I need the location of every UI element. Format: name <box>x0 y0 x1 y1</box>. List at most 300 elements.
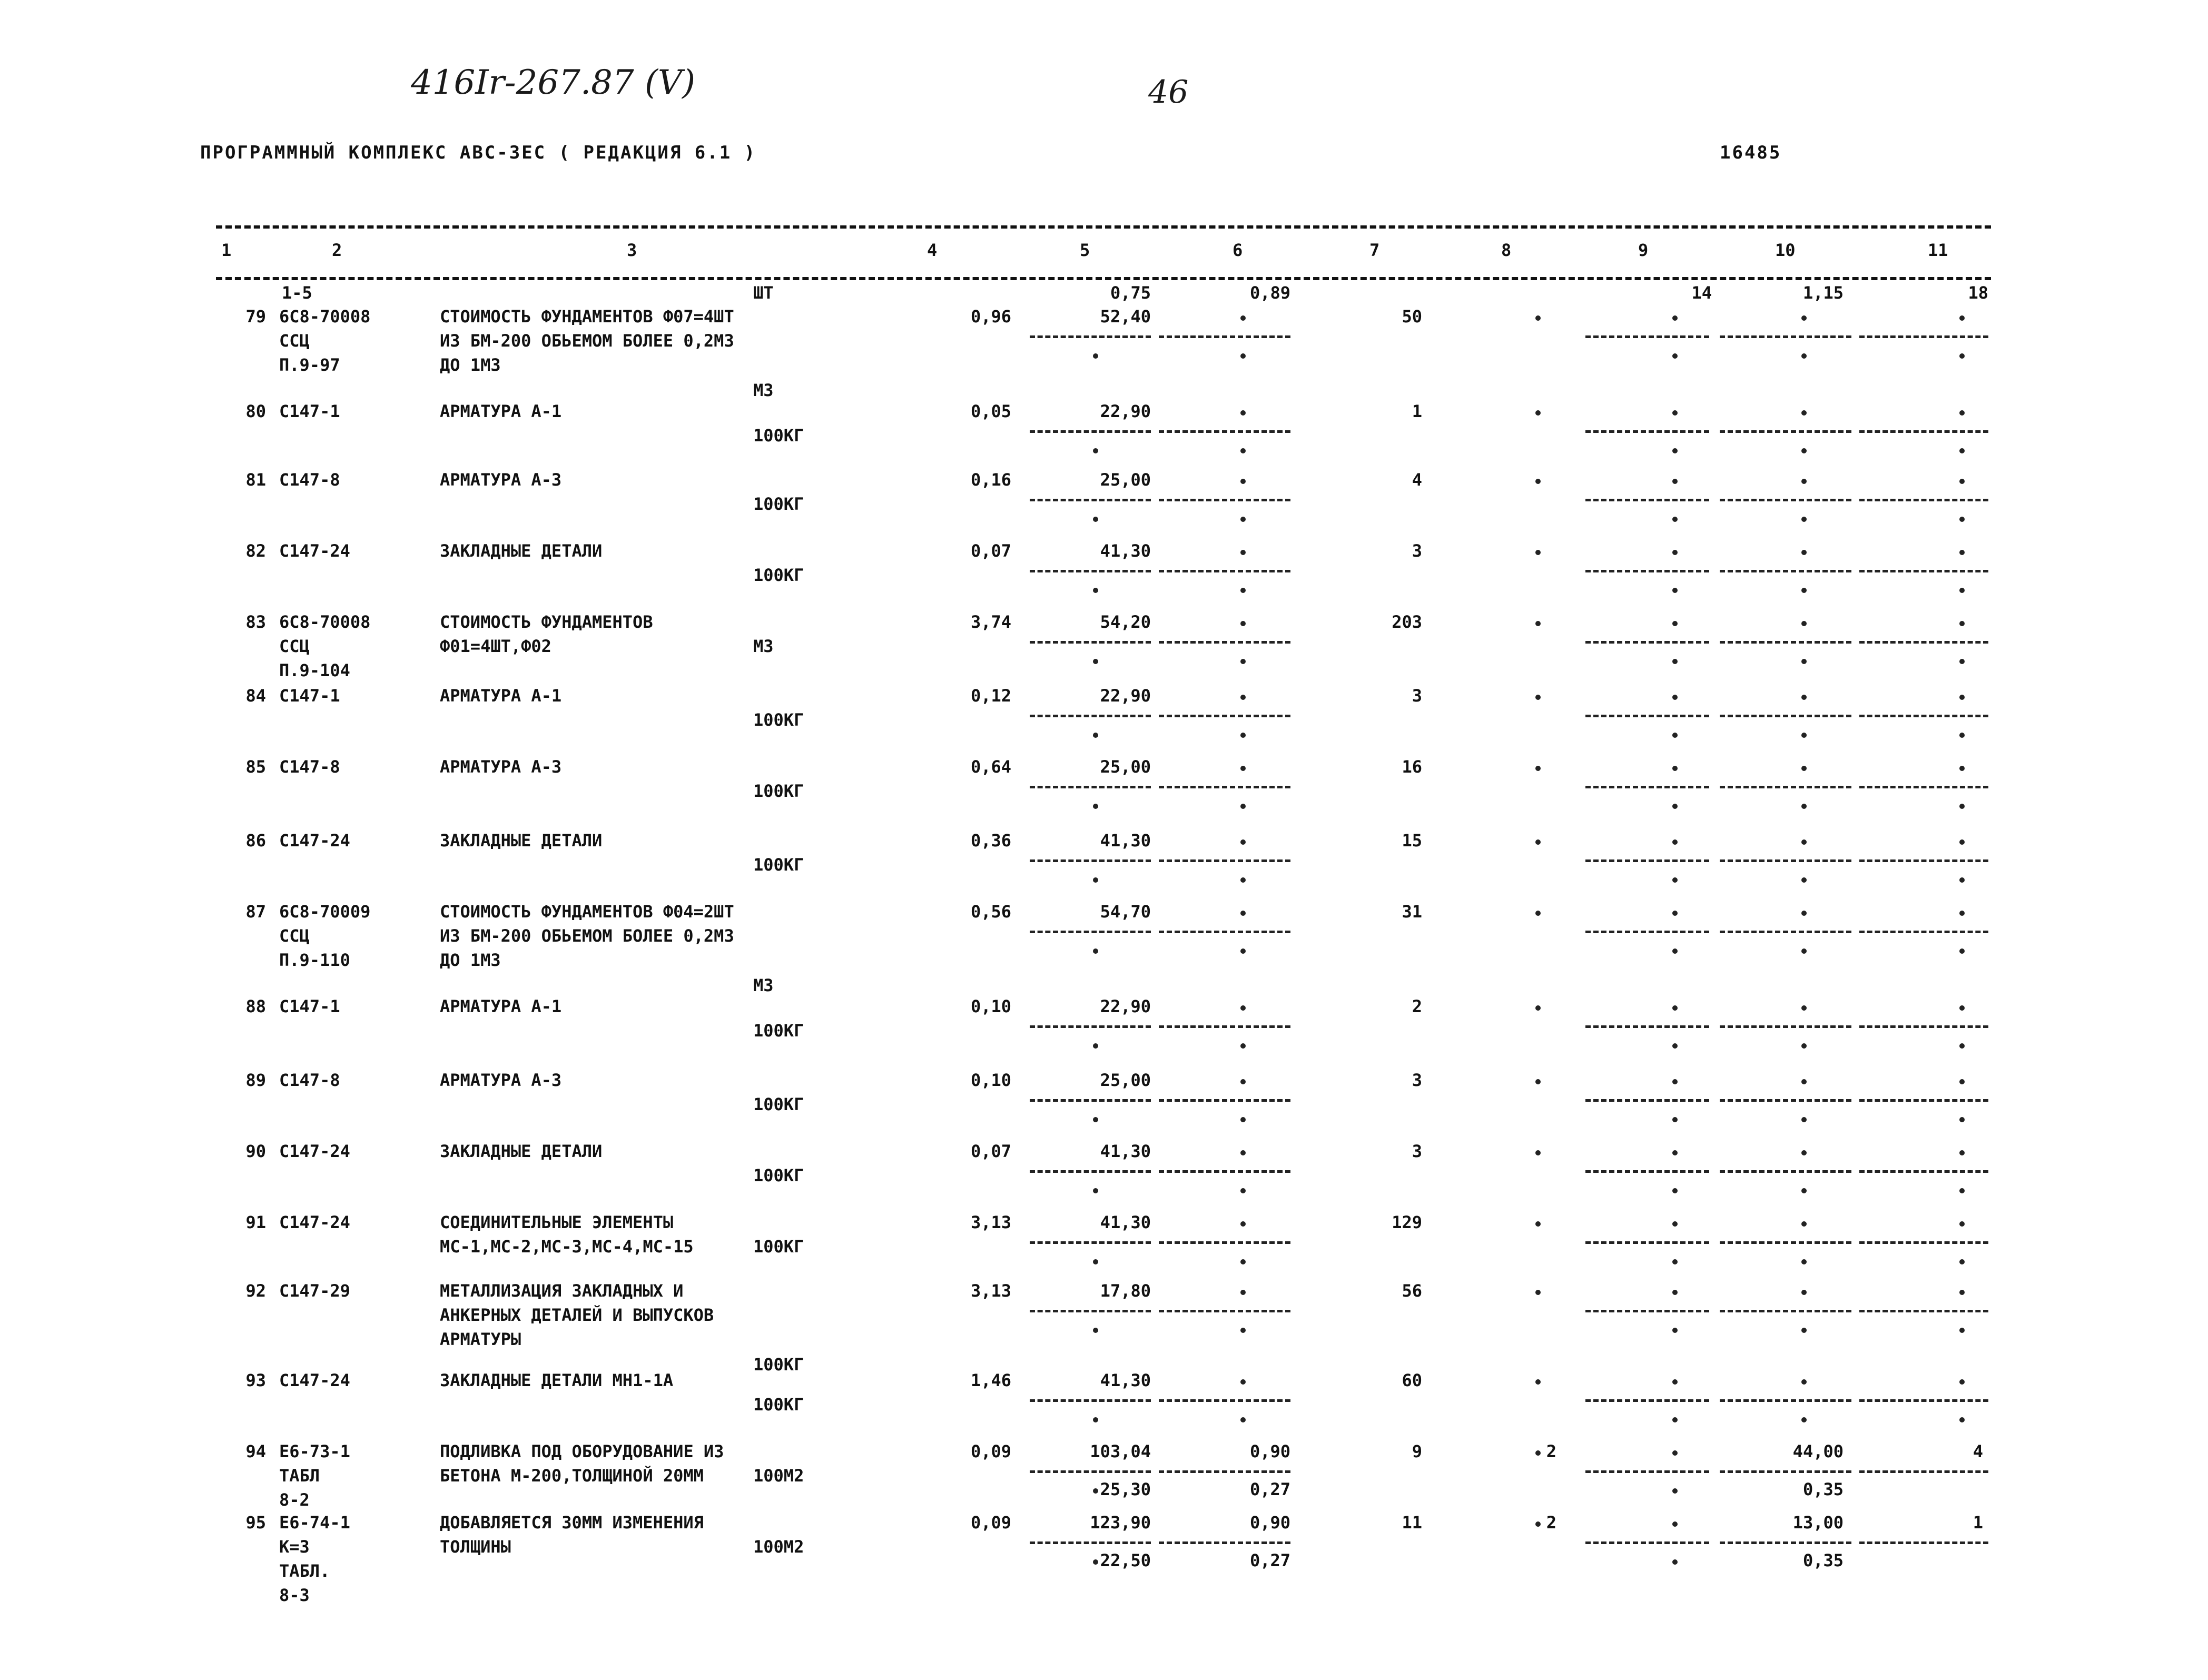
row-quantity: 0,07 <box>970 1141 1011 1161</box>
dashed-rule <box>1159 1399 1290 1402</box>
row-code: С147-29 <box>279 1281 350 1301</box>
row-col10: 13,00 <box>1792 1513 1844 1533</box>
row-unit: 100КГ <box>753 565 804 585</box>
row-unit: М3 <box>753 975 774 995</box>
print-dot-icon <box>1801 410 1807 416</box>
print-dot-icon <box>1672 877 1678 883</box>
dashed-rule <box>1585 1310 1709 1312</box>
dashed-rule <box>1030 1470 1151 1473</box>
row-description: МЕТАЛЛИЗАЦИЯ ЗАКЛАДНЫХ И <box>440 1281 684 1301</box>
row-code: 6С8-70009 <box>279 902 371 922</box>
row-code: С147-8 <box>279 1070 340 1090</box>
row-code: 8-2 <box>279 1490 310 1510</box>
row-unit-price-2: 22,50 <box>1100 1550 1151 1570</box>
row-description: АРМАТУРА А-1 <box>440 686 562 706</box>
print-dot-icon <box>1959 1417 1965 1422</box>
row-description: АНКЕРНЫХ ДЕТАЛЕЙ И ВЫПУСКОВ <box>440 1305 714 1325</box>
row-number: 93 <box>245 1370 266 1390</box>
print-dot-icon <box>1801 1043 1807 1049</box>
row-code: ТАБЛ. <box>279 1561 330 1581</box>
print-dot-icon <box>1801 1221 1807 1227</box>
print-dot-icon <box>1672 1559 1678 1565</box>
row-description: СТОИМОСТЬ ФУНДАМЕНТОВ Ф07=4ШТ <box>440 307 734 327</box>
print-dot-icon <box>1672 948 1678 954</box>
row-col10: 44,00 <box>1792 1441 1844 1461</box>
row-code: ССЦ <box>279 926 310 946</box>
row-number: 83 <box>245 612 266 632</box>
print-dot-icon <box>1959 1290 1965 1295</box>
row-number: 81 <box>245 470 266 490</box>
print-dot-icon <box>1093 1043 1098 1049</box>
print-dot-icon <box>1672 517 1678 522</box>
dashed-rule <box>1159 786 1290 788</box>
row-code: Е6-74-1 <box>279 1513 350 1533</box>
dashed-rule <box>1159 1170 1290 1173</box>
print-dot-icon <box>1672 479 1678 484</box>
print-dot-icon <box>1672 659 1678 664</box>
row-code: С147-24 <box>279 831 350 851</box>
print-dot-icon <box>1672 733 1678 738</box>
row-code: С147-24 <box>279 1212 350 1232</box>
print-dot-icon <box>1240 479 1246 484</box>
row-code: С147-1 <box>279 401 340 421</box>
dashed-rule <box>1585 1541 1709 1544</box>
dashed-rule <box>1720 1541 1851 1544</box>
row-number: 94 <box>245 1441 266 1461</box>
dashed-rule <box>1859 1541 1988 1544</box>
print-dot-icon <box>1672 1328 1678 1333</box>
print-dot-icon <box>1093 1417 1098 1422</box>
dashed-rule <box>1859 335 1988 338</box>
row-quantity: 0,10 <box>970 996 1011 1016</box>
dashed-rule <box>1030 335 1151 338</box>
column-header-row <box>216 225 1991 280</box>
print-dot-icon <box>1801 1005 1807 1011</box>
print-dot-icon <box>1535 1150 1541 1155</box>
units-code: 1-5 <box>282 283 312 303</box>
row-code: С147-8 <box>279 470 340 490</box>
column-number: 1 <box>221 240 232 260</box>
dashed-rule <box>1030 931 1151 933</box>
row-unit: 100КГ <box>753 1021 804 1041</box>
row-unit-price: 25,00 <box>1100 1070 1151 1090</box>
row-total: 50 <box>1402 307 1422 327</box>
print-dot-icon <box>1801 948 1807 954</box>
dashed-rule <box>1159 715 1290 717</box>
print-dot-icon <box>1801 1150 1807 1155</box>
row-col6-2: 0,27 <box>1249 1550 1290 1570</box>
print-dot-icon <box>1535 1221 1541 1227</box>
row-unit: 100КГ <box>753 710 804 730</box>
dashed-rule <box>1720 1470 1851 1473</box>
document-number: 16485 <box>1720 142 1782 163</box>
column-number: 8 <box>1501 240 1512 260</box>
dashed-rule <box>1859 1241 1988 1244</box>
row-col10-2: 0,35 <box>1802 1550 1844 1570</box>
print-dot-icon <box>1672 1290 1678 1295</box>
print-dot-icon <box>1959 804 1965 809</box>
print-dot-icon <box>1093 948 1098 954</box>
column-number: 11 <box>1928 240 1948 260</box>
row-number: 89 <box>245 1070 266 1090</box>
dashed-rule <box>1030 1099 1151 1102</box>
print-dot-icon <box>1240 1150 1246 1155</box>
row-total: 9 <box>1412 1441 1422 1461</box>
print-dot-icon <box>1801 1259 1807 1264</box>
print-dot-icon <box>1672 550 1678 555</box>
print-dot-icon <box>1959 733 1965 738</box>
print-dot-icon <box>1535 410 1541 416</box>
print-dot-icon <box>1240 911 1246 916</box>
row-unit: 100М2 <box>753 1537 804 1557</box>
print-dot-icon <box>1535 695 1541 700</box>
print-dot-icon <box>1240 1117 1246 1122</box>
column-number: 5 <box>1080 240 1090 260</box>
print-dot-icon <box>1535 839 1541 845</box>
row-code: С147-1 <box>279 996 340 1016</box>
print-dot-icon <box>1959 1328 1965 1333</box>
print-dot-icon <box>1093 1117 1098 1122</box>
dashed-rule <box>1030 786 1151 788</box>
print-dot-icon <box>1959 948 1965 954</box>
print-dot-icon <box>1240 517 1246 522</box>
print-dot-icon <box>1093 1559 1098 1565</box>
row-unit-price: 41,30 <box>1100 1141 1151 1161</box>
print-dot-icon <box>1672 448 1678 453</box>
print-dot-icon <box>1240 1079 1246 1084</box>
print-dot-icon <box>1093 1488 1098 1494</box>
print-dot-icon <box>1672 839 1678 845</box>
row-description: ТОЛЩИНЫ <box>440 1537 511 1557</box>
print-dot-icon <box>1801 804 1807 809</box>
dashed-rule <box>1030 1170 1151 1173</box>
dashed-rule <box>1859 786 1988 788</box>
program-title: ПРОГРАММНЫЙ КОМПЛЕКС АВС-3ЕС ( РЕДАКЦИЯ 6.1 ) <box>200 142 757 163</box>
row-code: С147-24 <box>279 541 350 561</box>
row-description: БЕТОНА М-200,ТОЛЩИНОЙ 20ММ <box>440 1466 704 1486</box>
print-dot-icon <box>1535 621 1541 626</box>
print-dot-icon <box>1535 1079 1541 1084</box>
row-description: ПОДЛИВКА ПОД ОБОРУДОВАНИЕ ИЗ <box>440 1441 724 1461</box>
dashed-rule <box>1859 1310 1988 1312</box>
row-description: ЗАКЛАДНЫЕ ДЕТАЛИ <box>440 1141 603 1161</box>
print-dot-icon <box>1801 659 1807 664</box>
print-dot-icon <box>1240 1328 1246 1333</box>
row-code: ССЦ <box>279 636 310 656</box>
print-dot-icon <box>1959 1043 1965 1049</box>
row-description: Ф01=4ШТ,Ф02 <box>440 636 551 656</box>
print-dot-icon <box>1672 315 1678 321</box>
print-dot-icon <box>1240 315 1246 321</box>
print-dot-icon <box>1672 353 1678 359</box>
dashed-rule <box>1159 335 1290 338</box>
print-dot-icon <box>1535 550 1541 555</box>
row-quantity: 0,05 <box>970 401 1011 421</box>
print-dot-icon <box>1093 1259 1098 1264</box>
print-dot-icon <box>1672 1521 1678 1527</box>
row-description: АРМАТУРА А-3 <box>440 757 562 777</box>
row-description: ИЗ БМ-200 ОБЬЕМОМ БОЛЕЕ 0,2М3 <box>440 331 734 351</box>
print-dot-icon <box>1801 733 1807 738</box>
row-code: С147-8 <box>279 757 340 777</box>
row-number: 95 <box>245 1513 266 1533</box>
print-dot-icon <box>1672 1043 1678 1049</box>
row-number: 91 <box>245 1212 266 1232</box>
column-number: 7 <box>1369 240 1380 260</box>
print-dot-icon <box>1093 1328 1098 1333</box>
row-description: АРМАТУРА А-1 <box>440 996 562 1016</box>
row-col11: 1 <box>1973 1513 1983 1533</box>
print-dot-icon <box>1801 695 1807 700</box>
row-description: ДО 1М3 <box>440 950 501 970</box>
print-dot-icon <box>1535 479 1541 484</box>
print-dot-icon <box>1240 804 1246 809</box>
row-unit-price: 25,00 <box>1100 470 1151 490</box>
dashed-rule <box>1159 1025 1290 1028</box>
row-code: 6С8-70008 <box>279 612 371 632</box>
row-unit-price: 41,30 <box>1100 541 1151 561</box>
dashed-rule <box>1720 1399 1851 1402</box>
row-unit-price: 22,90 <box>1100 401 1151 421</box>
print-dot-icon <box>1093 353 1098 359</box>
dashed-rule <box>1030 1241 1151 1244</box>
print-dot-icon <box>1093 733 1098 738</box>
dashed-rule <box>1030 499 1151 501</box>
print-dot-icon <box>1240 588 1246 593</box>
row-description: СТОИМОСТЬ ФУНДАМЕНТОВ <box>440 612 653 632</box>
row-unit-price: 22,90 <box>1100 996 1151 1016</box>
row-quantity: 0,12 <box>970 686 1011 706</box>
row-unit-price-2: 25,30 <box>1100 1479 1151 1499</box>
print-dot-icon <box>1672 804 1678 809</box>
print-dot-icon <box>1240 1188 1246 1193</box>
print-dot-icon <box>1240 1379 1246 1385</box>
dashed-rule <box>1585 1170 1709 1173</box>
dashed-rule <box>1030 1399 1151 1402</box>
dashed-rule <box>1859 499 1988 501</box>
print-dot-icon <box>1801 1379 1807 1385</box>
dashed-rule <box>1859 1170 1988 1173</box>
units-col9: 14 <box>1691 283 1712 303</box>
dashed-rule <box>1159 499 1290 501</box>
row-unit: М3 <box>753 380 774 400</box>
print-dot-icon <box>1093 804 1098 809</box>
print-dot-icon <box>1240 766 1246 771</box>
dashed-rule <box>1585 1241 1709 1244</box>
print-dot-icon <box>1801 911 1807 916</box>
row-unit-price: 17,80 <box>1100 1281 1151 1301</box>
row-total: 11 <box>1402 1513 1422 1533</box>
dashed-rule <box>1859 931 1988 933</box>
dashed-rule <box>1159 1241 1290 1244</box>
print-dot-icon <box>1959 695 1965 700</box>
row-code: ТАБЛ <box>279 1466 320 1486</box>
row-description: ДОБАВЛЯЕТСЯ 30ММ ИЗМЕНЕНИЯ <box>440 1513 704 1533</box>
print-dot-icon <box>1672 911 1678 916</box>
print-dot-icon <box>1240 1259 1246 1264</box>
row-unit-price: 22,90 <box>1100 686 1151 706</box>
print-dot-icon <box>1672 1488 1678 1494</box>
row-quantity: 0,09 <box>970 1513 1011 1533</box>
row-description: ДО 1М3 <box>440 355 501 375</box>
dashed-rule <box>1030 570 1151 572</box>
row-quantity: 0,36 <box>970 831 1011 851</box>
print-dot-icon <box>1240 353 1246 359</box>
row-col6: 0,90 <box>1249 1513 1290 1533</box>
print-dot-icon <box>1959 353 1965 359</box>
dashed-rule <box>1030 1310 1151 1312</box>
row-col8: 2 <box>1546 1513 1556 1533</box>
dashed-rule <box>1030 715 1151 717</box>
print-dot-icon <box>1959 621 1965 626</box>
print-dot-icon <box>1672 695 1678 700</box>
row-code: С147-24 <box>279 1370 350 1390</box>
row-total: 3 <box>1412 1070 1422 1090</box>
row-number: 79 <box>245 307 266 327</box>
row-number: 86 <box>245 831 266 851</box>
dashed-rule <box>1585 715 1709 717</box>
print-dot-icon <box>1240 839 1246 845</box>
dashed-rule <box>1585 786 1709 788</box>
column-number: 4 <box>927 240 938 260</box>
print-dot-icon <box>1801 766 1807 771</box>
row-quantity: 0,96 <box>970 307 1011 327</box>
row-code: С147-1 <box>279 686 340 706</box>
column-number: 10 <box>1775 240 1796 260</box>
print-dot-icon <box>1801 1328 1807 1333</box>
print-dot-icon <box>1959 588 1965 593</box>
dashed-rule <box>1585 1025 1709 1028</box>
dashed-rule <box>1030 1025 1151 1028</box>
print-dot-icon <box>1240 695 1246 700</box>
print-dot-icon <box>1801 1117 1807 1122</box>
row-unit-price: 103,04 <box>1090 1441 1151 1461</box>
row-quantity: 1,46 <box>970 1370 1011 1390</box>
handwritten-page-number: 46 <box>1148 74 1189 111</box>
print-dot-icon <box>1672 1221 1678 1227</box>
print-dot-icon <box>1672 1379 1678 1385</box>
row-code: ССЦ <box>279 331 310 351</box>
print-dot-icon <box>1093 877 1098 883</box>
units-col11: 18 <box>1968 283 1988 303</box>
row-description: АРМАТУРА А-3 <box>440 470 562 490</box>
print-dot-icon <box>1535 1521 1541 1527</box>
dashed-rule <box>1859 430 1988 433</box>
column-number: 6 <box>1233 240 1243 260</box>
dashed-rule <box>1720 786 1851 788</box>
print-dot-icon <box>1093 659 1098 664</box>
row-unit: 100КГ <box>753 1094 804 1114</box>
row-unit: 100КГ <box>753 1355 804 1375</box>
print-dot-icon <box>1959 448 1965 453</box>
dashed-rule <box>1585 1470 1709 1473</box>
print-dot-icon <box>1959 410 1965 416</box>
row-number: 90 <box>245 1141 266 1161</box>
print-dot-icon <box>1801 550 1807 555</box>
print-dot-icon <box>1093 588 1098 593</box>
row-code: 8-3 <box>279 1585 310 1605</box>
print-dot-icon <box>1959 1150 1965 1155</box>
print-dot-icon <box>1240 733 1246 738</box>
print-dot-icon <box>1801 1079 1807 1084</box>
dashed-rule <box>1159 1541 1290 1544</box>
row-code: П.9-104 <box>279 660 350 680</box>
dashed-rule <box>1159 1470 1290 1473</box>
dashed-rule <box>1720 570 1851 572</box>
row-unit-price: 41,30 <box>1100 1370 1151 1390</box>
row-unit-price: 52,40 <box>1100 307 1151 327</box>
row-unit: М3 <box>753 636 774 656</box>
units-col10: 1,15 <box>1802 283 1844 303</box>
print-dot-icon <box>1801 1290 1807 1295</box>
row-unit-price: 54,70 <box>1100 902 1151 922</box>
print-dot-icon <box>1801 877 1807 883</box>
row-code: С147-24 <box>279 1141 350 1161</box>
units-col6: 0,89 <box>1249 283 1290 303</box>
print-dot-icon <box>1535 315 1541 321</box>
row-total: 4 <box>1412 470 1422 490</box>
print-dot-icon <box>1093 1188 1098 1193</box>
print-dot-icon <box>1801 839 1807 845</box>
row-code: 6С8-70008 <box>279 307 371 327</box>
dashed-rule <box>1159 1310 1290 1312</box>
row-description: АРМАТУРЫ <box>440 1329 521 1349</box>
dashed-rule <box>1720 859 1851 862</box>
row-quantity: 3,13 <box>970 1212 1011 1232</box>
dashed-rule <box>1030 859 1151 862</box>
print-dot-icon <box>1959 877 1965 883</box>
dashed-rule <box>1859 641 1988 644</box>
print-dot-icon <box>1801 621 1807 626</box>
print-dot-icon <box>1959 1221 1965 1227</box>
dashed-rule <box>1720 499 1851 501</box>
print-dot-icon <box>1672 1417 1678 1422</box>
print-dot-icon <box>1240 1417 1246 1422</box>
print-dot-icon <box>1240 948 1246 954</box>
dashed-rule <box>1159 570 1290 572</box>
print-dot-icon <box>1093 448 1098 453</box>
print-dot-icon <box>1959 1117 1965 1122</box>
dashed-rule <box>1585 430 1709 433</box>
row-number: 87 <box>245 902 266 922</box>
row-total: 3 <box>1412 541 1422 561</box>
row-number: 82 <box>245 541 266 561</box>
dashed-rule <box>1159 1099 1290 1102</box>
print-dot-icon <box>1240 1221 1246 1227</box>
row-quantity: 0,64 <box>970 757 1011 777</box>
print-dot-icon <box>1672 410 1678 416</box>
print-dot-icon <box>1240 550 1246 555</box>
dashed-rule <box>1720 1170 1851 1173</box>
row-total: 60 <box>1402 1370 1422 1390</box>
row-description: АРМАТУРА А-3 <box>440 1070 562 1090</box>
row-col6: 0,90 <box>1249 1441 1290 1461</box>
print-dot-icon <box>1801 517 1807 522</box>
dashed-rule <box>1159 641 1290 644</box>
row-unit-price: 41,30 <box>1100 1212 1151 1232</box>
row-unit: 100КГ <box>753 1395 804 1415</box>
dashed-rule <box>1720 1099 1851 1102</box>
print-dot-icon <box>1801 479 1807 484</box>
print-dot-icon <box>1801 1417 1807 1422</box>
row-number: 88 <box>245 996 266 1016</box>
dashed-rule <box>1030 1541 1151 1544</box>
row-total: 129 <box>1392 1212 1422 1232</box>
handwritten-document-code: 416Ir-267.87 (V) <box>411 63 696 102</box>
row-unit-price: 41,30 <box>1100 831 1151 851</box>
dashed-rule <box>1859 1025 1988 1028</box>
row-unit-price: 25,00 <box>1100 757 1151 777</box>
